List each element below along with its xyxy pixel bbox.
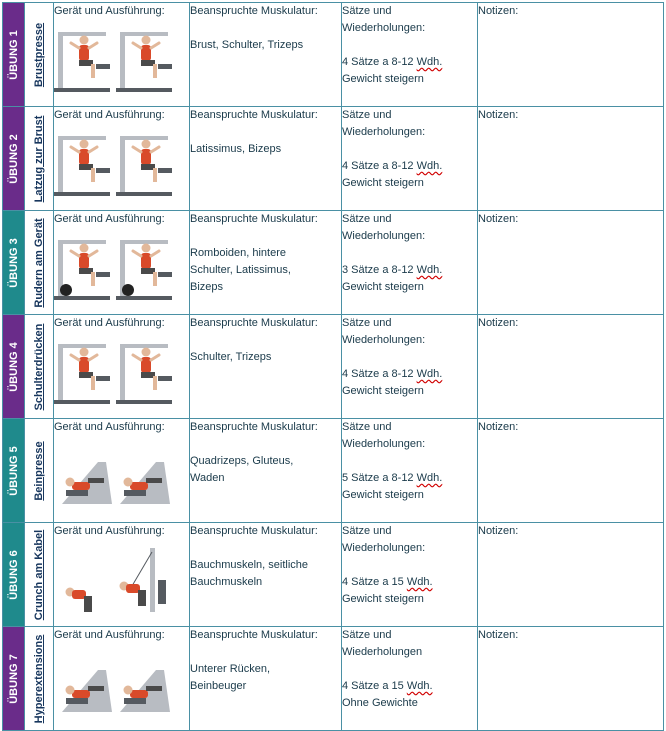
equipment-label: Gerät und Ausführung: <box>54 421 165 433</box>
sets-prefix: 5 Sätze a 8-12 <box>342 472 417 484</box>
head <box>66 478 75 487</box>
muscles-text-1: Latissimus, Bizeps <box>190 143 282 155</box>
machine-seat <box>96 64 110 69</box>
head <box>142 140 151 149</box>
progression: Gewicht steigern <box>342 73 424 85</box>
exercise-name-cell <box>25 315 54 419</box>
sets-cell <box>342 211 478 315</box>
sets-label-2: Wiederholungen: <box>342 438 426 450</box>
shins <box>91 272 95 286</box>
machine-seat <box>158 168 172 173</box>
exercise-row <box>3 523 664 627</box>
exercise-name-cell <box>25 523 54 627</box>
muscles-label: Beanspruchte Muskulatur: <box>190 109 318 121</box>
shins <box>153 64 157 78</box>
exercise-name-cell <box>25 419 54 523</box>
equipment-cell <box>54 315 190 419</box>
exercise-number: ÜBUNG 1 <box>7 29 20 80</box>
weight-plate <box>122 284 134 296</box>
exercise-number-cell <box>3 3 25 107</box>
torso-muscles <box>141 253 151 269</box>
abdominal-muscles <box>126 584 140 593</box>
sets-unit: Wdh. <box>416 368 443 380</box>
left-arm <box>133 355 141 360</box>
sets-reps <box>342 54 477 71</box>
athlete-figure <box>133 348 159 391</box>
athlete-figure <box>133 140 159 183</box>
machine-base <box>116 192 172 196</box>
shins <box>153 168 157 182</box>
equipment-label: Gerät und Ausführung: <box>54 109 165 121</box>
sets-label-2: Wiederholungen: <box>342 22 426 34</box>
cable-tower <box>150 548 155 612</box>
left-arm <box>133 251 141 256</box>
muscles-text-2: Beinbeuger <box>190 680 247 692</box>
machine-post <box>120 136 125 194</box>
sets-label-2: Wiederholungen: <box>342 126 426 138</box>
machine-beam <box>120 344 168 348</box>
muscles-label: Beanspruchte Muskulatur: <box>190 317 318 329</box>
sets-prefix: 4 Sätze a 8-12 <box>342 160 417 172</box>
athlete-figure <box>133 36 159 79</box>
exercise-row <box>3 3 664 107</box>
muscles-text-3: Bizeps <box>190 281 224 293</box>
leg-press-machine-icon <box>54 442 180 512</box>
notes-cell[interactable] <box>478 3 664 107</box>
machine-post <box>120 344 125 402</box>
head <box>80 348 89 357</box>
thighs <box>141 164 155 170</box>
exercise-number-cell <box>3 419 25 523</box>
right-arm <box>151 43 159 48</box>
head <box>142 36 151 45</box>
shoulder-press-machine-icon <box>54 338 180 408</box>
sets-cell <box>342 315 478 419</box>
machine-seat <box>96 168 110 173</box>
shins <box>91 376 95 390</box>
right-arm <box>89 147 97 152</box>
sets-reps <box>342 262 477 279</box>
bench-pad <box>124 698 146 704</box>
left-arm <box>71 147 79 152</box>
machine-beam <box>58 136 106 140</box>
machine-base <box>116 88 172 92</box>
spacer <box>190 228 341 245</box>
thighs <box>141 60 155 66</box>
muscles-cell <box>190 211 342 315</box>
sets-unit: Wdh. <box>406 680 433 692</box>
sets-prefix: 4 Sätze a 8-12 <box>342 56 417 68</box>
seated-row-machine-icon <box>54 234 180 304</box>
spacer <box>342 661 477 678</box>
muscles-text-2: Waden <box>190 472 225 484</box>
thighs <box>79 60 93 66</box>
spacer <box>342 141 477 158</box>
machine-post <box>58 344 63 402</box>
exercise-name-cell <box>25 211 54 315</box>
notes-cell[interactable] <box>478 211 664 315</box>
exercise-name: Crunch am Kabel <box>33 529 45 620</box>
muscles-text-2: Bauchmuskeln <box>190 576 263 588</box>
training-plan-table <box>2 2 664 731</box>
sets-label-1: Sätze und <box>342 629 392 641</box>
thighs <box>79 164 93 170</box>
exercise-name: Hyperextensions <box>33 634 45 723</box>
exercise-name: Brustpresse <box>33 22 45 87</box>
hyperextension-bench-icon <box>54 650 180 720</box>
exercise-row <box>3 211 664 315</box>
notes-label: Notizen: <box>478 629 519 641</box>
sets-prefix: 3 Sätze a 8-12 <box>342 264 417 276</box>
equipment-cell <box>54 419 190 523</box>
lat-pulldown-machine-icon <box>54 130 180 200</box>
sets-label-2: Wiederholungen: <box>342 230 426 242</box>
athlete-figure <box>71 348 97 391</box>
machine-seat <box>158 376 172 381</box>
sets-cell <box>342 523 478 627</box>
progression: Gewicht steigern <box>342 177 424 189</box>
legs <box>88 686 104 691</box>
spacer <box>342 349 477 366</box>
muscles-text-2: Schulter, Latissimus, <box>190 264 291 276</box>
spacer <box>190 540 341 557</box>
right-arm <box>151 147 159 152</box>
worked-muscles <box>130 690 148 698</box>
torso-muscles <box>141 357 151 373</box>
notes-label: Notizen: <box>478 421 519 433</box>
head <box>142 348 151 357</box>
notes-label: Notizen: <box>478 525 519 537</box>
sets-unit: Wdh. <box>416 160 443 172</box>
sets-cell <box>342 419 478 523</box>
sets-reps <box>342 574 477 591</box>
exercise-name: Schulterdrücken <box>33 323 45 410</box>
exercise-number: ÜBUNG 4 <box>7 341 20 392</box>
exercise-row <box>3 419 664 523</box>
machine-seat <box>96 376 110 381</box>
right-arm <box>151 355 159 360</box>
legs <box>84 596 92 612</box>
sets-label-2: Wiederholungen: <box>342 334 426 346</box>
sets-unit: Wdh. <box>416 56 443 68</box>
progression: Gewicht steigern <box>342 281 424 293</box>
exercise-number-cell <box>3 107 25 211</box>
muscles-cell <box>190 627 342 731</box>
head <box>80 140 89 149</box>
sets-cell <box>342 627 478 731</box>
notes-cell[interactable] <box>478 107 664 211</box>
thighs <box>79 372 93 378</box>
sets-label-1: Sätze und <box>342 5 392 17</box>
shins <box>91 64 95 78</box>
muscles-label: Beanspruchte Muskulatur: <box>190 5 318 17</box>
notes-label: Notizen: <box>478 109 519 121</box>
shins <box>91 168 95 182</box>
sets-prefix: 4 Sätze a 15 <box>342 576 407 588</box>
equipment-cell <box>54 3 190 107</box>
machine-beam <box>58 240 106 244</box>
sets-unit: Wdh. <box>406 576 433 588</box>
progression: Gewicht steigern <box>342 489 424 501</box>
head <box>124 686 133 695</box>
machine-post <box>120 32 125 90</box>
muscles-label: Beanspruchte Muskulatur: <box>190 421 318 433</box>
exercise-number-cell <box>3 315 25 419</box>
muscles-text-1: Unterer Rücken, <box>190 663 271 675</box>
machine-base <box>54 296 110 300</box>
sets-prefix: 4 Sätze a 15 <box>342 680 407 692</box>
sets-label-1: Sätze und <box>342 525 392 537</box>
exercise-number: ÜBUNG 2 <box>7 133 20 184</box>
exercise-number: ÜBUNG 5 <box>7 445 20 496</box>
left-arm <box>133 43 141 48</box>
exercise-row <box>3 627 664 731</box>
muscles-text-1: Schulter, Trizeps <box>190 351 272 363</box>
torso-muscles <box>141 149 151 165</box>
worked-muscles <box>130 482 148 490</box>
spacer <box>342 557 477 574</box>
head <box>80 36 89 45</box>
equipment-cell <box>54 627 190 731</box>
machine-seat <box>158 272 172 277</box>
head <box>124 478 133 487</box>
right-arm <box>151 251 159 256</box>
exercise-number: ÜBUNG 6 <box>7 549 20 600</box>
chest-press-machine-icon <box>54 26 180 96</box>
torso-muscles <box>79 149 89 165</box>
equipment-label: Gerät und Ausführung: <box>54 317 165 329</box>
exercise-name: Latzug zur Brust <box>33 115 45 202</box>
left-arm <box>133 147 141 152</box>
muscles-text-1: Bauchmuskeln, seitliche <box>190 559 309 571</box>
spacer <box>190 436 341 453</box>
muscles-cell <box>190 523 342 627</box>
spacer <box>342 37 477 54</box>
notes-cell[interactable] <box>478 419 664 523</box>
torso-muscles <box>79 45 89 61</box>
sets-reps <box>342 678 477 695</box>
sets-label-2: Wiederholungen: <box>342 542 426 554</box>
muscles-text-1: Romboiden, hintere <box>190 247 287 259</box>
muscles-cell <box>190 3 342 107</box>
machine-base <box>54 88 110 92</box>
exercise-name: Rudern am Gerät <box>33 217 45 308</box>
worked-muscles <box>72 482 90 490</box>
sets-cell <box>342 3 478 107</box>
exercise-number-cell <box>3 523 25 627</box>
head <box>66 686 75 695</box>
machine-seat <box>96 272 110 277</box>
machine-beam <box>58 32 106 36</box>
exercise-row <box>3 107 664 211</box>
sets-label-1: Sätze und <box>342 421 392 433</box>
spacer <box>342 245 477 262</box>
weight-stack <box>158 580 166 604</box>
exercise-row <box>3 315 664 419</box>
right-arm <box>89 251 97 256</box>
muscles-label: Beanspruchte Muskulatur: <box>190 629 318 641</box>
progression: Ohne Gewichte <box>342 697 418 709</box>
sets-reps <box>342 470 477 487</box>
muscles-text-1: Quadrizeps, Gluteus, <box>190 455 294 467</box>
exercise-name-cell <box>25 107 54 211</box>
equipment-cell <box>54 211 190 315</box>
machine-beam <box>58 344 106 348</box>
sets-prefix: 4 Sätze a 8-12 <box>342 368 417 380</box>
worked-muscles <box>72 690 90 698</box>
legs <box>146 686 162 691</box>
notes-cell[interactable] <box>478 523 664 627</box>
legs <box>138 590 146 606</box>
shins <box>153 376 157 390</box>
machine-post <box>58 136 63 194</box>
equipment-cell <box>54 107 190 211</box>
progression: Gewicht steigern <box>342 593 424 605</box>
spacer <box>190 124 341 141</box>
notes-label: Notizen: <box>478 317 519 329</box>
shins <box>153 272 157 286</box>
sets-unit: Wdh. <box>416 472 443 484</box>
equipment-label: Gerät und Ausführung: <box>54 213 165 225</box>
left-arm <box>71 251 79 256</box>
weight-plate <box>60 284 72 296</box>
equipment-label: Gerät und Ausführung: <box>54 629 165 641</box>
machine-beam <box>120 136 168 140</box>
muscles-text-1: Brust, Schulter, Trizeps <box>190 39 304 51</box>
machine-base <box>54 192 110 196</box>
muscles-cell <box>190 419 342 523</box>
thighs <box>79 268 93 274</box>
athlete-figure <box>71 140 97 183</box>
exercise-name: Beinpresse <box>33 440 45 501</box>
right-arm <box>89 355 97 360</box>
machine-base <box>116 296 172 300</box>
notes-cell[interactable] <box>478 627 664 731</box>
torso-muscles <box>79 253 89 269</box>
bench-pad <box>66 490 88 496</box>
notes-cell[interactable] <box>478 315 664 419</box>
exercise-name-cell <box>25 3 54 107</box>
machine-beam <box>120 32 168 36</box>
muscles-cell <box>190 107 342 211</box>
sets-label-1: Sätze und <box>342 213 392 225</box>
left-arm <box>71 43 79 48</box>
notes-label: Notizen: <box>478 213 519 225</box>
exercise-number: ÜBUNG 3 <box>7 237 20 288</box>
left-arm <box>71 355 79 360</box>
head <box>142 244 151 253</box>
machine-beam <box>120 240 168 244</box>
cable-crunch-icon <box>54 546 180 616</box>
sets-label-1: Sätze und <box>342 317 392 329</box>
machine-base <box>116 400 172 404</box>
right-arm <box>89 43 97 48</box>
cable <box>132 552 152 586</box>
spacer <box>190 332 341 349</box>
muscles-cell <box>190 315 342 419</box>
athlete-figure <box>71 36 97 79</box>
spacer <box>190 20 341 37</box>
exercise-number-cell <box>3 627 25 731</box>
equipment-label: Gerät und Ausführung: <box>54 5 165 17</box>
athlete-figure <box>71 244 97 287</box>
exercise-number: ÜBUNG 7 <box>7 653 20 704</box>
sets-label-1: Sätze und <box>342 109 392 121</box>
notes-label: Notizen: <box>478 5 519 17</box>
torso-muscles <box>79 357 89 373</box>
legs <box>146 478 162 483</box>
machine-post <box>58 32 63 90</box>
sets-unit: Wdh. <box>416 264 443 276</box>
progression: Gewicht steigern <box>342 385 424 397</box>
exercise-name-cell <box>25 627 54 731</box>
head <box>80 244 89 253</box>
thighs <box>141 268 155 274</box>
bench-pad <box>66 698 88 704</box>
machine-base <box>54 400 110 404</box>
sets-reps <box>342 158 477 175</box>
exercise-number-cell <box>3 211 25 315</box>
bench-pad <box>124 490 146 496</box>
equipment-label: Gerät und Ausführung: <box>54 525 165 537</box>
spacer <box>190 644 341 661</box>
athlete-figure <box>133 244 159 287</box>
sets-label-2: Wiederholungen <box>342 646 423 658</box>
sets-reps <box>342 366 477 383</box>
thighs <box>141 372 155 378</box>
torso-muscles <box>141 45 151 61</box>
muscles-label: Beanspruchte Muskulatur: <box>190 213 318 225</box>
equipment-cell <box>54 523 190 627</box>
muscles-label: Beanspruchte Muskulatur: <box>190 525 318 537</box>
machine-seat <box>158 64 172 69</box>
sets-cell <box>342 107 478 211</box>
legs <box>88 478 104 483</box>
abdominal-muscles <box>72 590 86 599</box>
spacer <box>342 453 477 470</box>
